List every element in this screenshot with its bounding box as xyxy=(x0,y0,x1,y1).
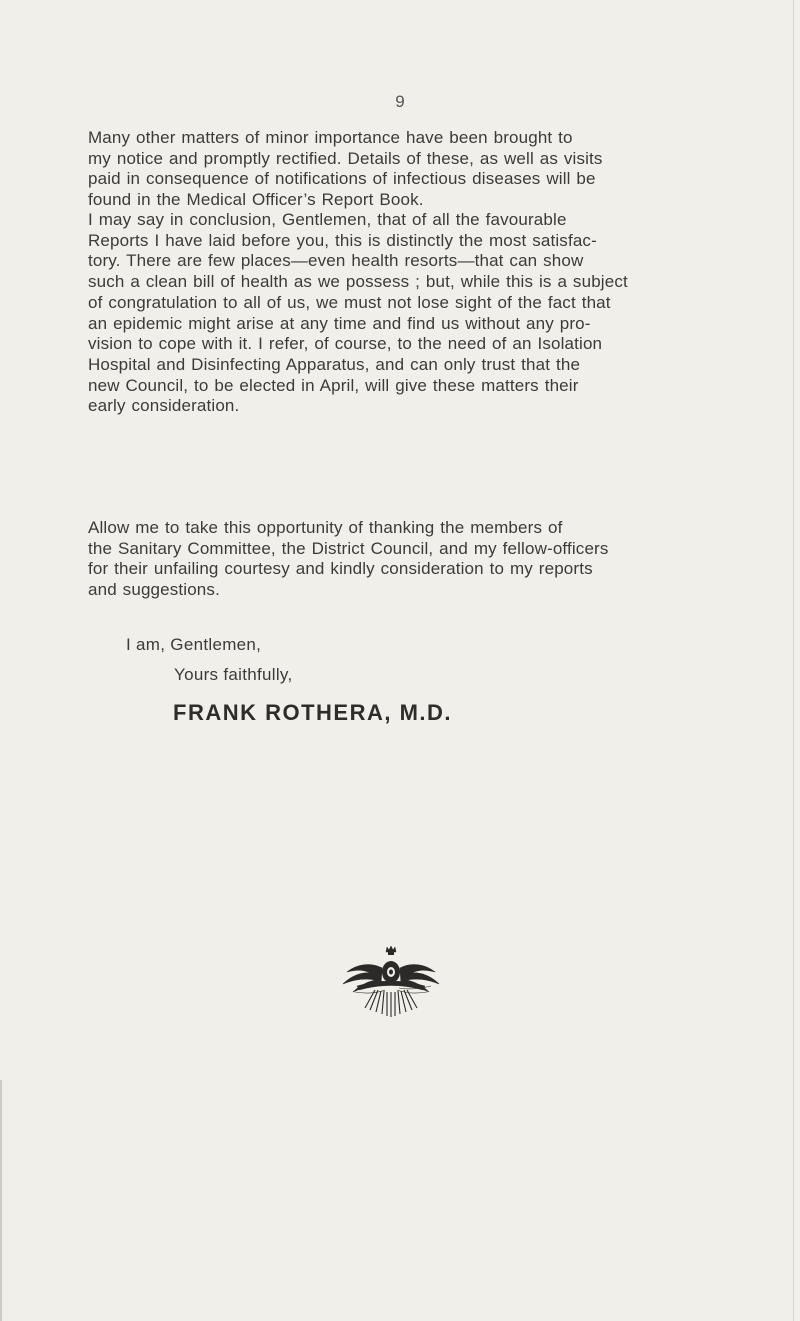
paragraph-conclusion: I may say in conclusion, Gentlemen, that of all the favourable Reports I have laid before you, this is distinctly the most satisfac- tory. There are few places—even health resorts—that can show such a clean bill of health as we possess ; but, while this is a subject of congratulation to all of us, we must not lose sight of the fact that an epidemic might arise at any time and find us without any pro- vision to cope with it. I refer, of course, to the need of an Isolation Hospital and Disinfecting Apparatus, and can only trust that the new Council, to be elected in April, will give these matters their early consideration. xyxy=(88,210,628,416)
signature: FRANK ROTHERA, M.D. xyxy=(173,700,453,725)
closing-valediction: Yours faithfully, xyxy=(174,665,293,684)
page-number: 9 xyxy=(395,92,405,111)
closing-salutation: I am, Gentlemen, xyxy=(126,635,262,654)
paragraph-matters-rectified: Many other matters of minor importance have been brought to my notice and promptly rectified. Details of these, as well as visits paid in consequence of notifications of infectious diseases will be found in the Medical Officer’s Report Book. xyxy=(88,128,603,210)
page-edge-shadow-left xyxy=(0,1080,2,1321)
paragraph-thanks: Allow me to take this opportunity of thanking the members of the Sanitary Committee, the District Council, and my fellow-officers for their unfailing courtesy and kindly consideration to my reports and suggestions. xyxy=(88,518,609,600)
printers-ornament-icon xyxy=(335,946,451,1020)
page-edge-shadow xyxy=(793,0,794,1321)
